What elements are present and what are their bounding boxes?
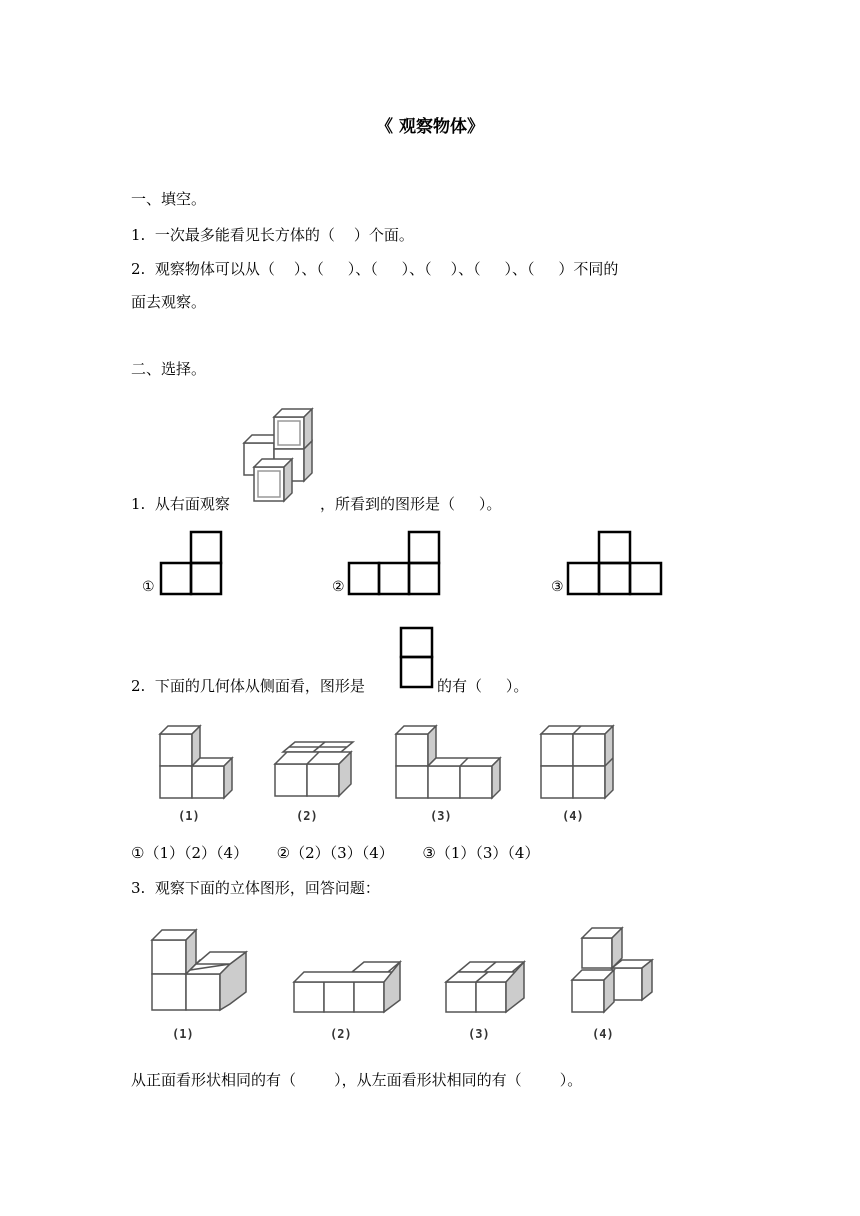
option-2-shape[interactable] bbox=[348, 530, 442, 596]
figure-caption: (1) bbox=[178, 809, 200, 823]
solid-figure-2[interactable] bbox=[273, 740, 363, 800]
page-title: 《 观察物体》 bbox=[376, 117, 484, 137]
solid-figure-3[interactable] bbox=[394, 720, 504, 800]
solid-figure-q3-1[interactable] bbox=[150, 926, 250, 1016]
question-2-3: 3. 观察下面的立体图形，回答问题： bbox=[131, 879, 380, 897]
option-1-shape[interactable] bbox=[160, 530, 224, 596]
question-1-1: 1. 一次最多能看见长方体的（ ）个面。 bbox=[131, 226, 414, 244]
cube-stack-figure bbox=[240, 405, 325, 510]
question-2-1-suffix: ，所看到的图形是（ ）。 bbox=[320, 495, 502, 513]
option-3-shape[interactable] bbox=[567, 530, 663, 596]
figure-caption: (1) bbox=[172, 1027, 194, 1041]
solid-figure-q3-4[interactable] bbox=[570, 924, 660, 1016]
option-marker-2: ② bbox=[332, 579, 345, 595]
figure-caption: (3) bbox=[468, 1027, 490, 1041]
option-marker-3: ③ bbox=[551, 579, 564, 595]
question-2-2-suffix: 的有（ ）。 bbox=[437, 677, 529, 695]
solid-figure-q3-3[interactable] bbox=[444, 960, 528, 1016]
question-2-1-prefix: 1. 从右面观察 bbox=[131, 495, 230, 513]
section-heading-choice: 二、选择。 bbox=[131, 360, 207, 378]
question-2-2-choices: ①（1）（2）（4） ②（2）（3）（4） ③（1）（3）（4） bbox=[131, 844, 540, 862]
section-heading-fill-blank: 一、填空。 bbox=[131, 190, 207, 208]
two-square-column-figure bbox=[399, 626, 435, 690]
figure-caption: (3) bbox=[430, 809, 452, 823]
question-1-2-line1: 2. 观察物体可以从（ ）、（ ）、（ ）、（ ）、（ ）、（ ）不同的 bbox=[131, 260, 619, 278]
question-1-2-line2: 面去观察。 bbox=[131, 293, 207, 311]
figure-caption: (2) bbox=[330, 1027, 352, 1041]
question-2-3-answer: 从正面看形状相同的有（ ），从左面看形状相同的有（ ）。 bbox=[131, 1071, 583, 1089]
figure-caption: (4) bbox=[562, 809, 584, 823]
solid-figure-q3-2[interactable] bbox=[292, 960, 404, 1016]
question-2-2-prefix: 2. 下面的几何体从侧面看，图形是 bbox=[131, 677, 365, 695]
figure-caption: (2) bbox=[296, 809, 318, 823]
solid-figure-1[interactable] bbox=[158, 720, 238, 800]
solid-figure-4[interactable] bbox=[539, 720, 619, 800]
figure-caption: (4) bbox=[592, 1027, 614, 1041]
option-marker-1: ① bbox=[142, 579, 155, 595]
